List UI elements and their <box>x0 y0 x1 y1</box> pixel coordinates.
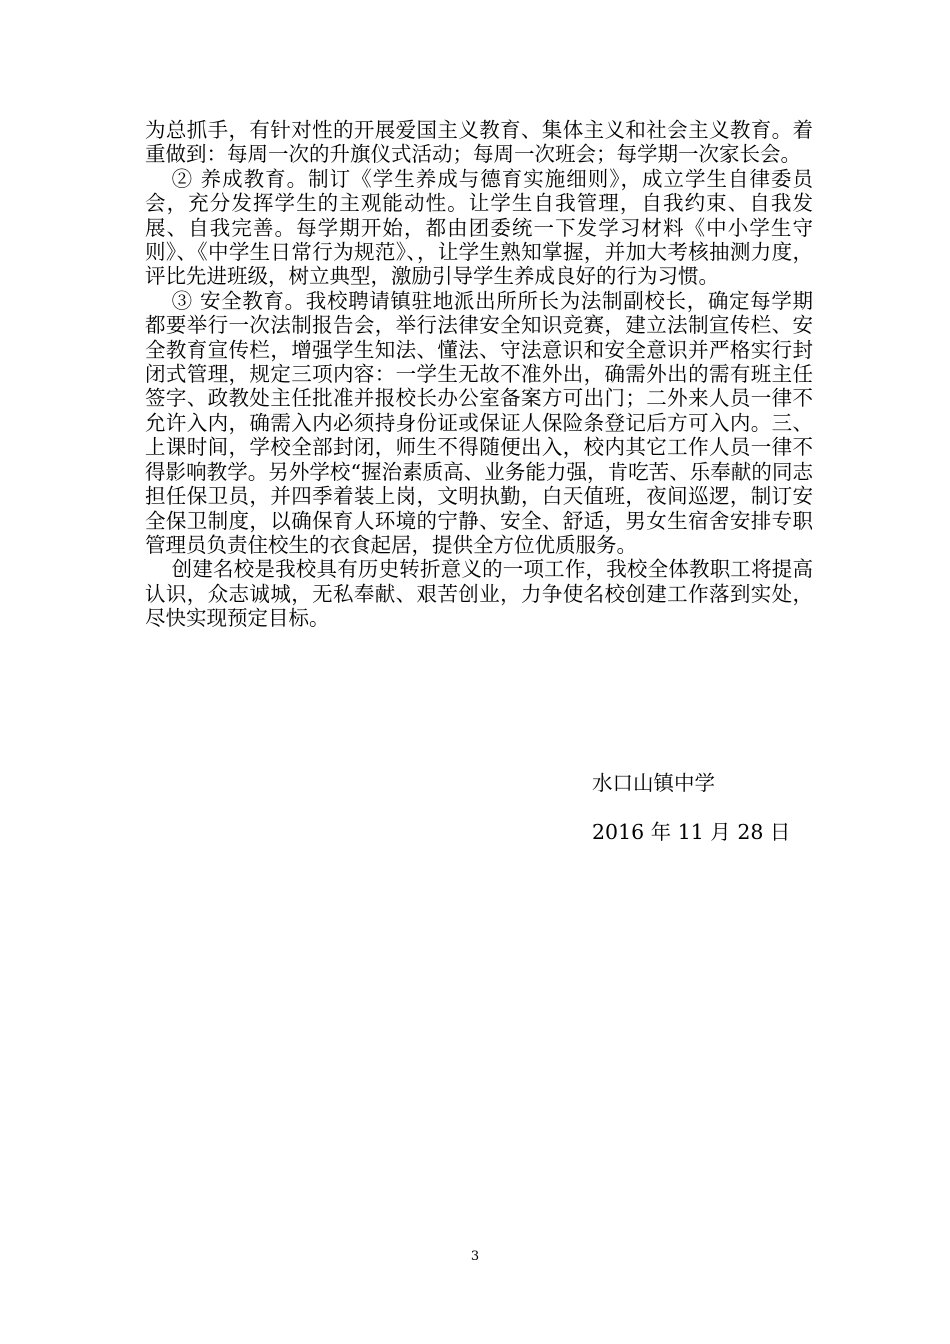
paragraph-3: ③ 安全教育。我校聘请镇驻地派出所所长为法制副校长，确定每学期都要举行一次法制报告会，举行法律安全知识竞赛，建立法制宣传栏、安全教育宣传栏，增强学生知法、懂法、守法意识和安全意识并严格实行封闭式管理，规定三项内容：一学生无故不准外出，确需外出的需有班主任签字、政教处主任批准并报校长办公室备案方可出门；二外来人员一律不允许入内，确需入内必须持身份证或保证人保险条登记后方可入内。三、上课时间，学校全部封闭，师生不得随便出入，校内其它工作人员一律不得影响教学。另外学校“握治素质高、业务能力强，肯吃苦、乐奉献的同志担任保卫员，并四季着装上岗，文明执勤，白天值班，夜间巡逻，制订安全保卫制度，以确保育人环境的宁静、安全、舒适，男女生宿舍安排专职管理员负责住校生的衣食起居，提供全方位优质服务。 <box>145 288 813 557</box>
page-number: 3 <box>470 1249 480 1264</box>
signature-date: 2016 年 11 月 28 日 <box>592 820 791 844</box>
body-text <box>145 118 813 631</box>
paragraph-1: 为总抓手，有针对性的开展爱国主义教育、集体主义和社会主义教育。着重做到：每周一次的升旗仪式活动；每周一次班会；每学期一次家长会。 <box>145 118 813 167</box>
signature-organization: 水口山镇中学 <box>592 771 715 795</box>
paragraph-4: 创建名校是我校具有历史转折意义的一项工作，我校全体教职工将提高认识，众志诚城，无私奉献、艰苦创业，力争使名校创建工作落到实处，尽快实现预定目标。 <box>145 557 813 631</box>
paragraph-2: ② 养成教育。制订《学生养成与德育实施细则》，成立学生自律委员会，充分发挥学生的主观能动性。让学生自我管理，自我约束、自我发展、自我完善。每学期开始，都由团委统一下发学习材料《中小学生守则》、《中学生日常行为规范》、，让学生熟知掌握，并加大考核抽测力度，评比先进班级，树立典型，激励引导学生养成良好的行为习惯。 <box>145 166 813 289</box>
